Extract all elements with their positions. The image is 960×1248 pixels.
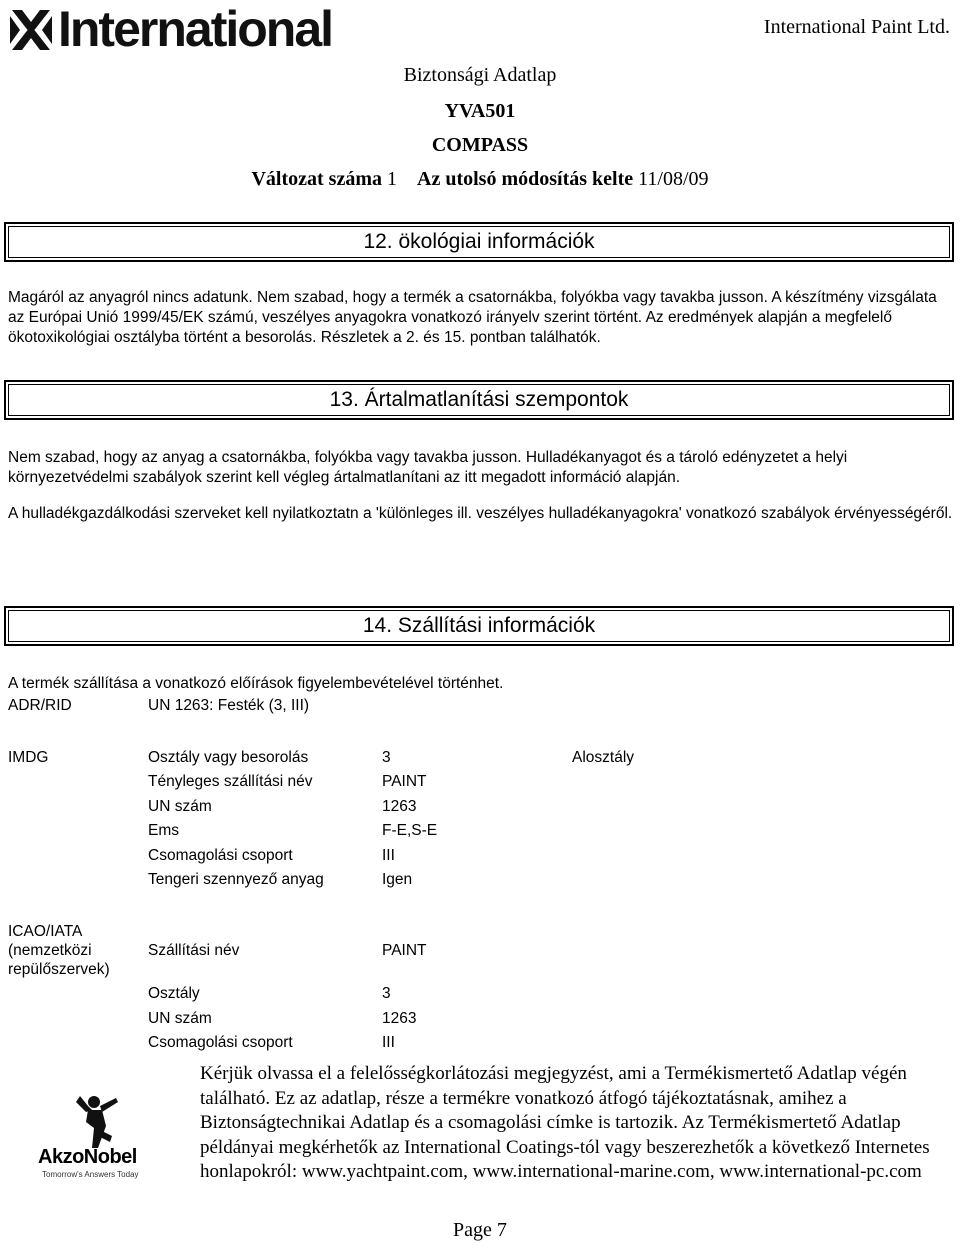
document-type: Biztonsági Adatlap xyxy=(403,64,557,86)
imdg-subclass-label: Alosztály xyxy=(572,749,635,766)
akzonobel-name: AkzoNobel xyxy=(38,1146,137,1168)
version-label: Változat száma xyxy=(251,168,383,190)
icao-row-value: PAINT xyxy=(382,942,427,959)
company-name: International Paint Ltd. xyxy=(763,16,950,38)
akzonobel-tagline: Tomorrow's Answers Today xyxy=(42,1170,139,1179)
imdg-row-key: UN szám xyxy=(148,798,212,815)
imdg-row-key: Csomagolási csoport xyxy=(148,847,293,864)
icao-label-line-1: ICAO/IATA xyxy=(8,923,83,940)
section-13-paragraph-1: Nem szabad, hogy az anyag a csatornákba, folyókba vagy tavakba jusson. Hulladékanyagot és a tároló edényzetet a helyi környezetvédelmi szabályok szerint kell végleg ártalmatlanítani az itt megadott információ alapján. xyxy=(8,449,848,486)
section-14-title: 14. Szállítási információk xyxy=(362,614,596,637)
akzonobel-figure-icon xyxy=(36,1092,156,1152)
logo-text: International xyxy=(58,1,333,57)
icao-row-value: 3 xyxy=(382,985,391,1002)
imdg-row-key: Ems xyxy=(148,822,179,839)
imdg-row-value: III xyxy=(382,847,395,864)
section-13-header xyxy=(4,380,954,420)
modified-value: 11/08/09 xyxy=(638,168,709,190)
version-line xyxy=(0,168,960,191)
adr-label: ADR/RID xyxy=(8,697,72,714)
imdg-row-key: Tényleges szállítási név xyxy=(148,773,313,790)
imdg-row-value: PAINT xyxy=(382,773,427,790)
section-12-header xyxy=(4,222,954,262)
section-13-title: 13. Ártalmatlanítási szempontok xyxy=(329,388,629,411)
product-name: COMPASS xyxy=(431,134,529,156)
icao-row-key: Csomagolási csoport xyxy=(148,1034,293,1051)
imdg-row-value: Igen xyxy=(382,871,413,888)
section-14-intro: A termék szállítása a vonatkozó előírások figyelembevételével történhet. xyxy=(8,675,504,692)
icao-row-value: 1263 xyxy=(382,1010,417,1027)
footer-note: Kérjük olvassa el a felelősségkorlátozási megjegyzést, ami a Termékismertető Adatlap végén található. Ez az adatlap, része a termékre vonatkozó átfogó tájékoztatásnak, amihez a Biztonságtechnikai Adatlap és a csomagolási címke is tartozik. Az Termékismertető Adatlap példányai megkérhetők az International Coatings-tól vagy beszerezhetők a következő Internetes honlapokról: www.yachtpaint.com, www.international-marine.com, www.international-pc.com xyxy=(200,1063,930,1182)
international-logo-mark-icon xyxy=(8,8,54,52)
product-code: YVA501 xyxy=(444,100,516,122)
section-14-header xyxy=(4,606,954,646)
imdg-row-value: 3 xyxy=(382,749,391,766)
imdg-row-value: F-E,S-E xyxy=(382,822,438,839)
imdg-row-key: Osztály vagy besorolás xyxy=(148,749,309,766)
imdg-label: IMDG xyxy=(8,749,49,766)
international-logo xyxy=(8,1,348,57)
icao-row-key: Szállítási név xyxy=(148,942,240,959)
adr-value: UN 1263: Festék (3, III) xyxy=(148,697,310,714)
icao-label-line-2: (nemzetközi xyxy=(8,942,92,959)
imdg-row-key: Tengeri szennyező anyag xyxy=(148,871,324,888)
icao-row-key: Osztály xyxy=(148,985,200,1002)
imdg-row-value: 1263 xyxy=(382,798,417,815)
icao-label-line-3: repülőszervek) xyxy=(8,961,110,978)
modified-label: Az utolsó módosítás kelte xyxy=(417,168,634,190)
version-value: 1 xyxy=(387,168,398,190)
section-12-title: 12. ökológiai információk xyxy=(363,230,595,253)
icao-row-key: UN szám xyxy=(148,1010,212,1027)
section-12-paragraph: Magáról az anyagról nincs adatunk. Nem szabad, hogy a termék a csatornákba, folyókba vagy tavakba jusson. A készítmény vizsgálata az Európai Unió 1999/45/EK számú, veszélyes anyagokra vonatkozó irányelv szerint történt. Az eredmények alapján a megfelelő ökotoxikológiai osztályba történt a besorolás. Részletek a 2. és 15. pontban találhatók. xyxy=(8,289,937,346)
akzonobel-logo xyxy=(36,1092,156,1182)
icao-row-value: III xyxy=(382,1034,395,1051)
page-number: Page 7 xyxy=(453,1219,507,1241)
section-13-paragraph-2: A hulladékgazdálkodási szerveket kell nyilatkoztatn a 'különleges ill. veszélyes hulladékanyagokra' vonatkozó szabályok érvényességéről. xyxy=(8,505,953,522)
